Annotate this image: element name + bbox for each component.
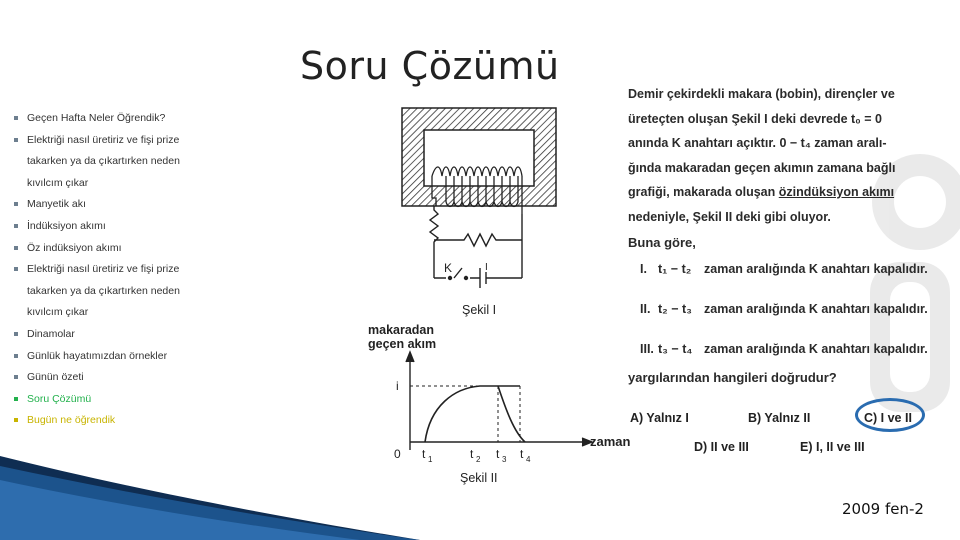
statement-text: zaman aralığında K anahtarı kapalıdır. <box>704 341 928 356</box>
svg-text:2: 2 <box>476 455 481 464</box>
question-line-4: ğında makaradan geçen akımın zamana bağlı <box>628 160 896 175</box>
current-curve <box>425 386 520 442</box>
agenda-item <box>14 346 304 368</box>
svg-text:1: 1 <box>428 455 433 464</box>
agenda-item <box>14 367 304 389</box>
bullet-icon <box>14 375 18 379</box>
physics-figure <box>350 90 631 490</box>
bullet-icon <box>14 418 18 422</box>
question-prompt: yargılarından hangileri doğrudur? <box>628 369 837 385</box>
agenda-item <box>14 238 304 260</box>
t0-expression: t₀ = 0 <box>851 111 883 126</box>
question-line-3: anında K anahtarı açıktır. 0 − t₄ zaman aralı- <box>628 136 887 150</box>
origin-label: 0 <box>394 447 401 461</box>
bullet-icon <box>14 332 18 336</box>
agenda-item <box>14 173 304 195</box>
switch-label: K <box>444 261 453 275</box>
agenda-item <box>14 108 304 130</box>
y-tick-i: i <box>396 379 399 393</box>
agenda-list <box>14 108 304 432</box>
agenda-item <box>14 281 304 303</box>
bullet-icon <box>14 354 18 358</box>
agenda-item-label: İndüksiyon akımı <box>27 219 106 232</box>
bullet-icon <box>14 246 18 250</box>
switch-contact-right <box>464 276 468 280</box>
agenda-item-label: Elektriği nasıl üretiriz ve fişi prize <box>27 263 180 276</box>
agenda-item-label: Günün özeti <box>27 371 84 384</box>
current-decay <box>498 386 525 442</box>
agenda-item-label: Manyetik akı <box>27 198 86 211</box>
statement-number: III. <box>640 341 654 356</box>
x-axis-label: zaman <box>590 434 631 449</box>
statement-text: zaman aralığında K anahtarı kapalıdır. <box>704 301 928 316</box>
statement-number: II. <box>640 301 651 316</box>
buna-gore: Buna göre, <box>628 235 696 250</box>
agenda-item <box>14 410 304 432</box>
agenda-item <box>14 194 304 216</box>
statement-row <box>628 256 948 296</box>
statement-range: t₁ − t₂ <box>658 261 692 276</box>
option-e[interactable]: E) I, II ve III <box>800 440 865 454</box>
statement-number: I. <box>640 261 647 276</box>
question-line-1: Demir çekirdekli makara (bobin), dirençler ve <box>628 87 895 101</box>
corner-decoration <box>0 456 420 540</box>
switch-contact-left <box>448 276 452 280</box>
agenda-item-label: Bugün ne öğrendik <box>27 414 116 427</box>
svg-text:t: t <box>496 447 500 461</box>
t2-tick <box>470 447 481 464</box>
circuit-wires <box>430 202 522 288</box>
t4-tick <box>520 447 531 464</box>
bullet-icon <box>14 138 18 142</box>
question-line-6: nedeniyle, Şekil II deki gibi oluyor. <box>628 209 831 224</box>
question-line-5: grafiği, makarada oluşan özindüksiyon akımı <box>628 185 895 199</box>
y-axis-label-1: makaradan <box>368 323 435 337</box>
agenda-item-label: Öz indüksiyon akımı <box>27 241 122 254</box>
caption-figure-2: Şekil II <box>460 471 498 485</box>
agenda-item-label: Geçen Hafta Neler Öğrendik? <box>27 112 166 124</box>
svg-text:4: 4 <box>526 455 531 464</box>
svg-text:t: t <box>470 447 474 461</box>
source-label: I <box>485 262 488 273</box>
question-block <box>628 82 948 390</box>
range-expression: 0 − t₄ <box>779 136 811 150</box>
y-axis-label-2: geçen akım <box>368 337 437 351</box>
agenda-item-label: Dinamolar <box>27 327 75 340</box>
option-b[interactable]: B) Yalnız II <box>748 411 811 425</box>
agenda-item <box>14 216 304 238</box>
bullet-icon <box>14 202 18 206</box>
slide-title: Soru Çözümü <box>300 44 560 88</box>
question-line-2: üreteçten oluşan Şekil I deki devrede t₀ = 0 <box>628 111 883 126</box>
option-c[interactable]: C) I ve II <box>864 411 912 425</box>
svg-text:3: 3 <box>502 455 507 464</box>
statement-row <box>628 296 948 336</box>
agenda-item-label: Soru Çözümü <box>27 392 92 405</box>
bullet-icon <box>14 224 18 228</box>
statement-range: t₃ − t₄ <box>658 341 693 356</box>
option-a[interactable]: A) Yalnız I <box>630 411 689 425</box>
self-induction-term: özindüksiyon akımı <box>778 185 895 199</box>
agenda-item <box>14 324 304 346</box>
statement-list <box>628 256 948 376</box>
agenda-item <box>14 302 304 324</box>
agenda-item-label: takarken ya da çıkartırken neden <box>27 155 180 168</box>
bullet-icon <box>14 116 18 120</box>
bullet-icon <box>14 397 18 401</box>
svg-text:t: t <box>422 447 426 461</box>
agenda-item <box>14 130 304 152</box>
t1-tick <box>422 447 433 464</box>
svg-text:t: t <box>520 447 524 461</box>
agenda-item-label: Elektriği nasıl üretiriz ve fişi prize <box>27 133 180 146</box>
agenda-item-label: Günlük hayatımızdan örnekler <box>27 349 168 362</box>
agenda-item <box>14 389 304 411</box>
agenda-item-label: kıvılcım çıkar <box>27 176 89 189</box>
agenda-item-label: takarken ya da çıkartırken neden <box>27 284 180 297</box>
t3-tick <box>496 447 507 464</box>
bullet-icon <box>14 267 18 271</box>
statement-range: t₂ − t₃ <box>658 301 692 316</box>
agenda-item-label: kıvılcım çıkar <box>27 306 89 319</box>
agenda-item <box>14 259 304 281</box>
source-label: 2009 fen-2 <box>842 500 924 518</box>
agenda-item <box>14 151 304 173</box>
iron-core <box>402 108 556 206</box>
graph-axes <box>406 352 592 450</box>
caption-figure-1: Şekil I <box>462 303 497 317</box>
statement-text: zaman aralığında K anahtarı kapalıdır. <box>704 261 928 276</box>
option-d[interactable]: D) II ve III <box>694 440 749 454</box>
selected-answer-ring <box>855 398 925 432</box>
